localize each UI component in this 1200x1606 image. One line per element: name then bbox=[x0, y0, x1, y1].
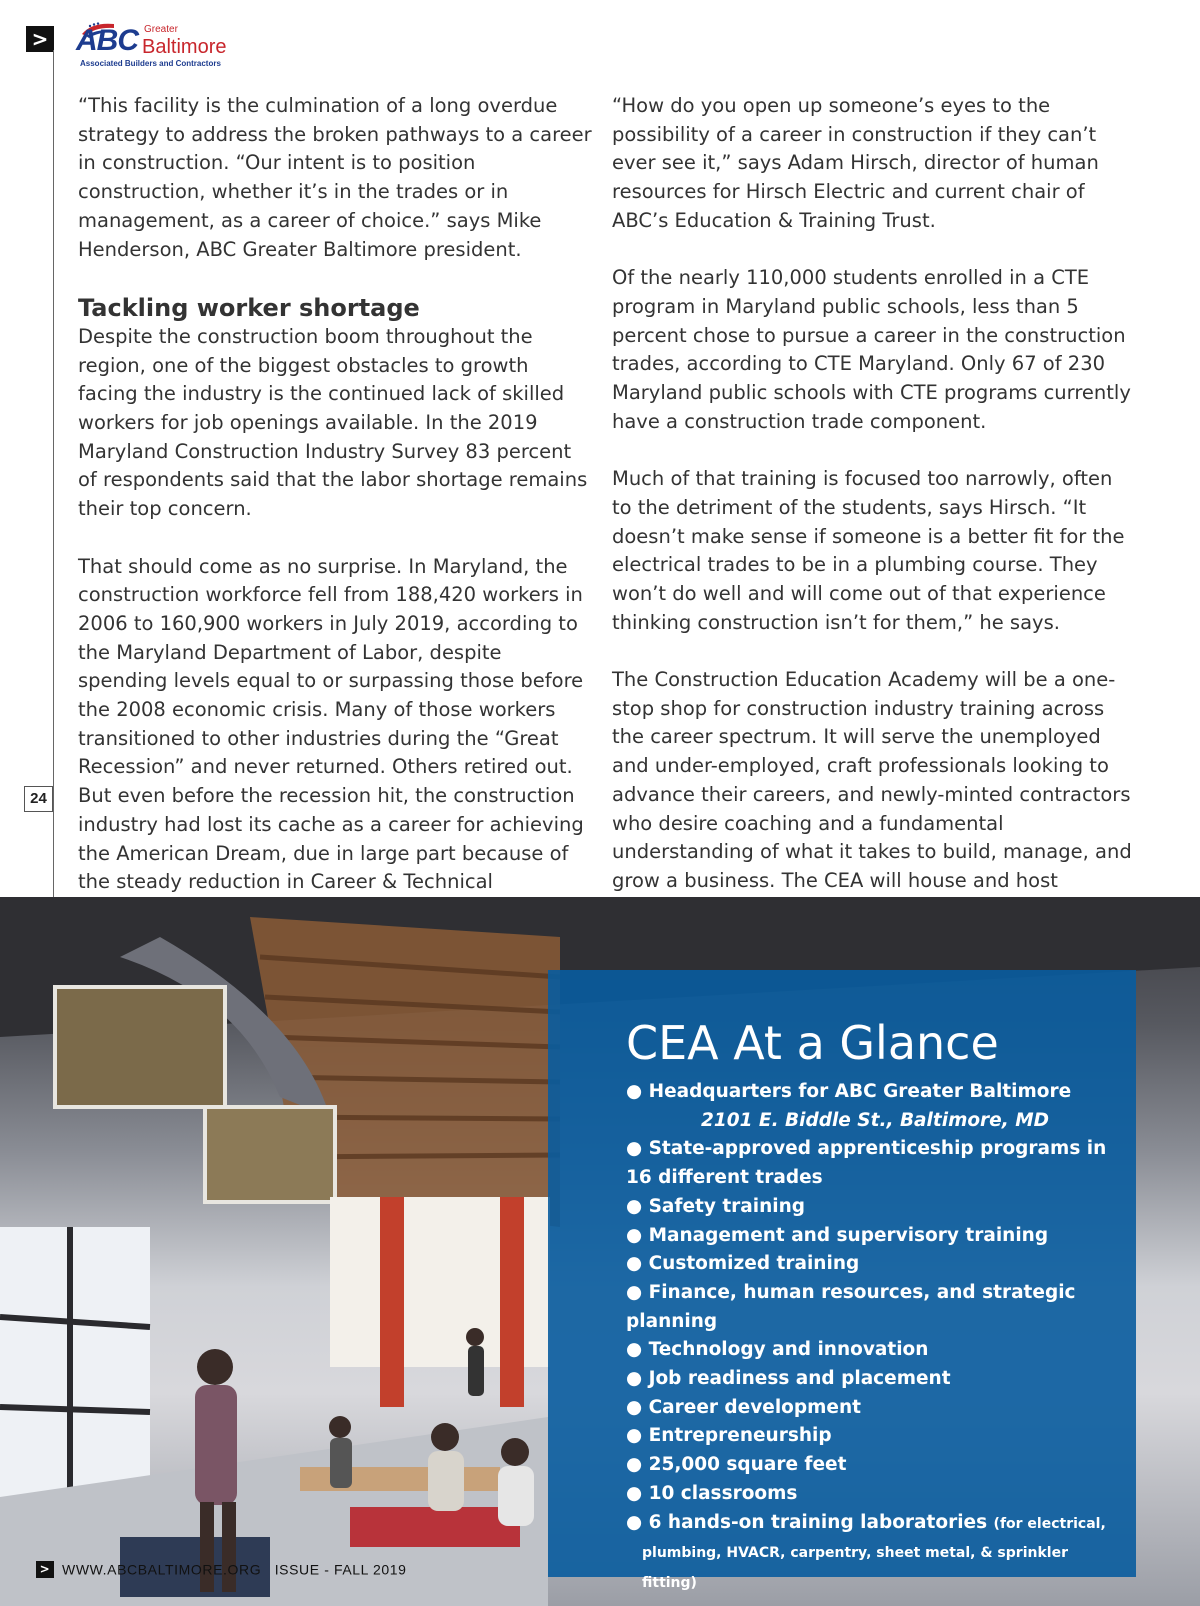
training-paragraph: Much of that training is focused too narrowly, often to the detriment of the students, says Hirsch. “It doesn’t make sense if someone is a better fit for the electrical trades to be in a plumbing course. They won’t do well and will come out of that experience thinking construction isn’t for them,” he says. bbox=[612, 467, 1125, 634]
quote-paragraph: “This facility is the culmination of a long overdue strategy to address the broken pathways to a career in construction. “Our intent is to position construction, whether it’s in the trades or in management, as a career of choice.” says Mike Henderson, ABC Greater Baltimore president. bbox=[78, 94, 592, 261]
list-item: ● Safety training bbox=[626, 1195, 806, 1217]
list-item: ● Management and supervisory training bbox=[626, 1224, 1049, 1246]
workforce-paragraph: That should come as no surprise. In Maryland, the construction workforce fell from 188,420 workers in 2006 to 160,900 workers in July 2019, according to the Maryland Department of Labor, despite spending levels equal to or surpassing those before the 2008 economic crisis. Many of those workers transitioned to other industries during the “Great Recession” and never returned. Others retired out. But even before the recession hit, the construction industry had lost its cache as a career for achieving the American Dream, due in large part because of the steady reduction in Career & Technical bbox=[78, 554, 584, 894]
footer-website[interactable]: WWW.ABCBALTIMORE.ORG bbox=[62, 1561, 262, 1578]
logo-abc: ABC bbox=[76, 24, 138, 57]
cea-paragraph: The Construction Education Academy will be a one-stop shop for construction industry training across the career spectrum. It will serve the unemployed and under-employed, craft professionals looking to advance their careers, and newly-minted contractors who desire coaching and a fundamental understanding of what it takes to build, manage, and grow a business. The CEA will house and host bbox=[612, 668, 1132, 892]
labs-note-continued: plumbing, HVACR, carpentry, sheet metal, & sprinkler fitting) bbox=[642, 1545, 1068, 1592]
list-item: ● Finance, human resources, and strategic planning bbox=[626, 1281, 1076, 1332]
list-item: ● Customized training bbox=[626, 1253, 860, 1275]
footer-issue: ISSUE - FALL 2019 bbox=[274, 1561, 407, 1578]
list-item: ● Career development bbox=[626, 1396, 861, 1418]
cte-stats-paragraph: Of the nearly 110,000 students enrolled in a CTE program in Maryland public schools, less than 5 percent chose to pursue a career in the construction trades, according to CTE Maryland. Only 67 of 230 Maryland public schools with CTE programs currently have a construction trade component. bbox=[612, 266, 1131, 433]
address-line: 2101 E. Biddle St., Baltimore, MD bbox=[701, 1109, 1049, 1131]
list-item: ● Technology and innovation bbox=[626, 1339, 929, 1361]
hirsch-quote-paragraph: “How do you open up someone’s eyes to the possibility of a career in construction if they can’t ever see it,” says Adam Hirsch, director of human resources for Hirsch Electric and current chair of ABC’s Education & Training Trust. bbox=[612, 94, 1099, 232]
page-nav-arrow[interactable]: > bbox=[26, 26, 54, 52]
labs-note: (for electrical, bbox=[993, 1515, 1106, 1532]
abc-logo bbox=[76, 20, 236, 72]
left-column bbox=[78, 92, 594, 983]
list-item: ● Entrepreneurship bbox=[626, 1425, 832, 1447]
list-item-labs bbox=[626, 1509, 1126, 1539]
shortage-paragraph: Despite the construction boom throughout the region, one of the biggest obstacles to growth facing the industry is the continued lack of skilled workers for job openings available. In the 2019 Maryland Construction Industry Survey 83 percent of respondents said that the labor shortage remains their top concern. bbox=[78, 324, 588, 521]
list-item: ● State-approved apprenticeship programs in 16 different trades bbox=[626, 1138, 1107, 1189]
section-heading: Tackling worker shortage bbox=[78, 293, 420, 322]
logo-city: Baltimore bbox=[142, 36, 227, 58]
page-number: 24 bbox=[24, 786, 53, 812]
glance-list bbox=[626, 1078, 1126, 1598]
right-column bbox=[612, 92, 1132, 924]
page-footer bbox=[36, 1559, 407, 1577]
cea-at-a-glance-box bbox=[548, 970, 1136, 1592]
list-item: ● 25,000 square feet bbox=[626, 1454, 847, 1476]
list-item: ● Job readiness and placement bbox=[626, 1368, 951, 1390]
list-item: ● 10 classrooms bbox=[626, 1482, 798, 1504]
glance-title: CEA At a Glance bbox=[626, 1016, 999, 1070]
logo-tagline: Associated Builders and Contractors bbox=[80, 59, 221, 68]
logo-greater: Greater bbox=[144, 24, 178, 35]
footer-arrow-icon[interactable]: > bbox=[36, 1561, 54, 1578]
labs-label: ● 6 hands-on training laboratories bbox=[626, 1511, 988, 1533]
list-item: ● Headquarters for ABC Greater Baltimore bbox=[626, 1081, 1072, 1102]
